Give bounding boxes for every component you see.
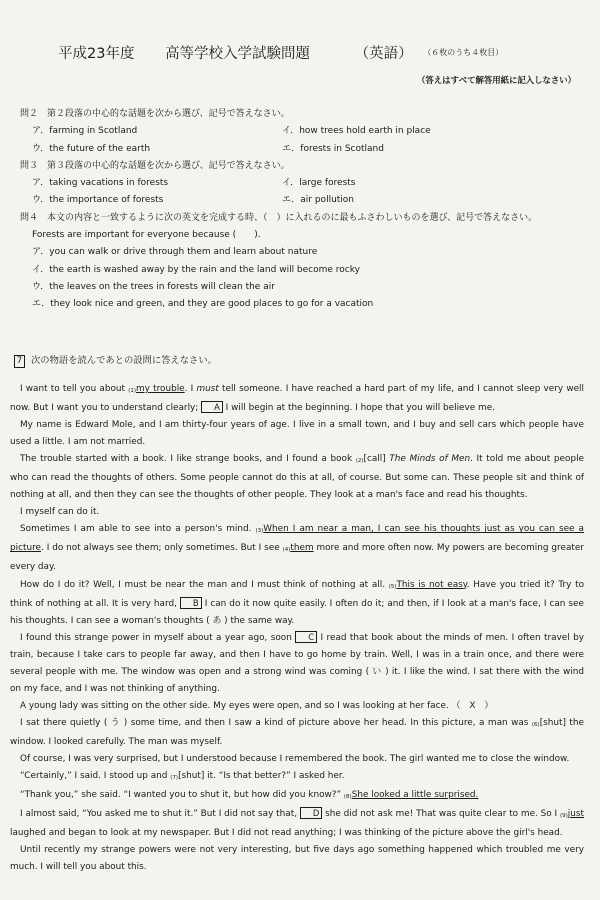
exam-header [58, 42, 503, 63]
story-text [10, 381, 584, 876]
underline-5: This is not easy [396, 579, 467, 590]
q2-option-e: エ．forests in Scotland [282, 143, 384, 154]
q3-option-e: エ．air pollution [282, 195, 355, 206]
blank-box-c: C [295, 631, 317, 643]
q3-option-a: ア．taking vacations in forests [32, 178, 169, 189]
underline-1: my trouble [136, 384, 185, 394]
q2-option-u: ウ．the future of the earth [32, 143, 151, 154]
q4-option-u: ウ．the leaves on the trees in forests will clean the air [32, 281, 275, 292]
story-paragraph-12: “Thank you,” she said. “I wanted you to shut it, but how did you know?” (8)She looked a little surprised. [20, 790, 479, 801]
story-paragraph-5: Sometimes I am able to see into a person's mind. (3)When I am near a man, I can see his thoughts just as you can see a picture. I do not always see them; only sometimes. But I see (4)them more and more often now. My powers are becoming greater every day. [10, 524, 584, 573]
marker-9: (9) [560, 813, 568, 820]
q4-option-i: イ．the earth is washed away by the rain and the land will become rocky [32, 264, 360, 275]
story-paragraph-4: I myself can do it. [20, 507, 100, 518]
bracket-shut-6: [shut] [539, 717, 566, 728]
q2-option-i: イ．how trees hold earth in place [282, 126, 431, 137]
story-paragraph-2: My name is Edward Mole, and I am thirty-four years of age. I live in a small town, and I buy and sell cars which people have used a little. I am not married. [10, 420, 584, 448]
q3-option-u: ウ．the importance of forests [32, 195, 164, 206]
q2-options-row1 [20, 123, 585, 140]
q3-stem: 問３ 第３段落の中心的な話題を次から選び、記号で答えなさい。 [20, 160, 290, 171]
story-paragraph-8: A young lady was sitting on the other side. My eyes were open, and so I was looking at her face. （ X ） [20, 700, 494, 711]
story-paragraph-14: Until recently my strange powers were not very interesting, but five days ago something happened which troubled me very much. I will tell you about this. [10, 845, 584, 873]
q4-option-a: ア．you can walk or drive through them and learn about nature [32, 247, 318, 258]
marker-6: (6) [531, 721, 540, 728]
story-paragraph-10: Of course, I was very surprised, but I understood because I remembered the book. The girl wanted me to close the window. [20, 753, 570, 764]
sheet-number: （６枚のうち４枚目） [423, 48, 504, 57]
story-paragraph-1: I want to tell you about (1)my trouble. I must tell someone. I have reached a hard part of my life, and I cannot sleep very well now. But I want you to understand clearly; A I will begin at the beginning. I hope that you will believe me. [10, 384, 584, 414]
blank-box-b: B [180, 597, 202, 609]
marker-1: (1) [128, 388, 137, 394]
underline-8: She looked a little surprised. [351, 790, 479, 801]
section-7-instruction: 次の物語を読んであとの設問に答えなさい。 [31, 355, 217, 366]
exam-title: 高等学校入学試験問題 [165, 46, 311, 62]
italic-must: must [196, 384, 219, 394]
q2-stem: 問２ 第２段落の中心的な話題を次から選び、記号で答えなさい。 [20, 109, 290, 119]
marker-4: (4) [282, 547, 291, 554]
story-paragraph-13: I almost said, “You asked me to shut it.” But I did not say that, D she did not ask me! That was quite clear to me. So I (9)just laughed and began to look at my newspaper. But I did not read anything; I was thinking of the picture above the girl's head. [10, 808, 584, 839]
blank-a: あ [209, 615, 225, 626]
blank-x: （ X ） [451, 700, 494, 711]
marker-5: (5) [388, 583, 397, 590]
q3-options-row1 [20, 175, 585, 192]
story-paragraph-3: The trouble started with a book. I like strange books, and I found a book (2)[call] The Minds of Men. It told me about people who can read the thoughts of others. Some people cannot do this at all, of course. But some can. These people sit and think of nothing at all, and then they can see the thoughts of other people. They look at a man's face and read his thoughts. [10, 454, 585, 501]
blank-i: い [369, 666, 386, 677]
bracket-call: [call] [363, 454, 390, 465]
story-paragraph-7: I found this strange power in myself about a year ago, soon C I read that book about the minds of men. I often travel by train, because I take cars to people far away, and then I have to go home by train. Well, I was in a train once, and there were several people with me. The window was open and a strong wind was coming ( い ) it. I like the wind. I sat there with the wind on my face, and I was not thinking of anything. [10, 631, 584, 694]
underline-9: just [567, 809, 584, 820]
underline-3: When I am near a man, I can see his thoughts just as you can see a picture [10, 524, 584, 554]
book-title: The Minds of Men [389, 454, 471, 465]
bracket-shut-7: [shut] [178, 771, 205, 782]
blank-u: う [107, 717, 124, 728]
underline-4: them [290, 543, 314, 554]
section-7-heading [14, 352, 217, 368]
q4-option-e: エ．they look nice and green, and they are good places to go for a vacation [32, 299, 374, 310]
q4-stem: 問４ 本文の内容と一致するように次の英文を完成する時、（ ）に入れるのに最もふさわしいものを選び、記号で答えなさい。 [20, 212, 538, 223]
story-paragraph-9: I sat there quietly ( う ) some time, and then I saw a kind of picture above her head. In this picture, a man was (6)[shut] the window. I looked carefully. The man was myself. [10, 717, 584, 747]
questions-block [20, 106, 585, 314]
blank-box-d: D [300, 807, 322, 819]
q3-options-row2 [20, 192, 585, 209]
section-number-box: 7 [14, 355, 25, 368]
q4-sentence: Forests are important for everyone because ( ). [32, 230, 261, 241]
answer-instruction: （答えはすべて解答用紙に記入しなさい） [417, 75, 576, 85]
marker-8: (8) [343, 794, 352, 801]
story-paragraph-11: “Certainly,” I said. I stood up and (7)[shut] it. “Is that better?” I asked her. [20, 771, 345, 782]
marker-7: (7) [170, 775, 179, 782]
exam-subject: （英語） [354, 46, 413, 62]
q2-options-row2 [20, 141, 585, 158]
blank-box-a: A [201, 401, 223, 413]
marker-3: (3) [255, 528, 264, 535]
q3-option-i: イ．large forests [282, 178, 356, 189]
marker-2: (2) [355, 458, 364, 465]
q2-option-a: ア．farming in Scotland [32, 126, 138, 137]
story-paragraph-6: How do I do it? Well, I must be near the man and I must think of nothing at all. (5)This is not easy. Have you tried it? Try to think of nothing at all. It is very hard, B I can do it now quite easily. I often do it; and then, if I look at a man's face, I can see his thoughts. I can see a woman's thoughts ( あ ) the same way. [10, 579, 584, 626]
exam-year: 平成23年度 [58, 46, 135, 62]
